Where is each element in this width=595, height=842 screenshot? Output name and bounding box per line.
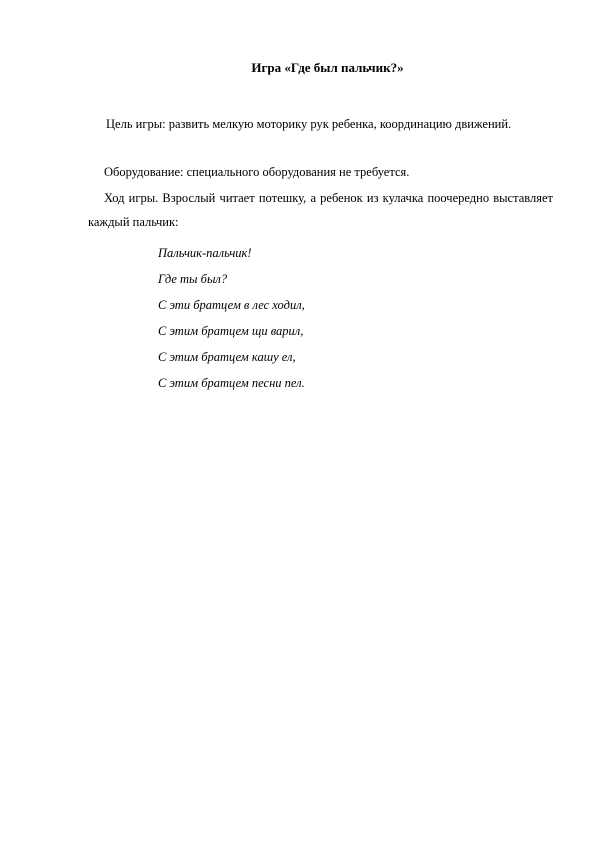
poem-line: С этим братцем щи варил, [158, 324, 304, 338]
page-title: Игра «Где был пальчик?» [251, 60, 404, 75]
equipment-paragraph: Оборудование: специального оборудования не требуется. [104, 165, 410, 179]
poem-line: Где ты был? [158, 272, 228, 286]
poem-line: С эти братцем в лес ходил, [158, 298, 305, 312]
poem [158, 240, 305, 396]
poem-line: Пальчик-пальчик! [158, 246, 252, 260]
poem-line: С этим братцем песни пел. [158, 376, 305, 390]
goal-paragraph: Цель игры: развить мелкую моторику рук ребенка, координацию движений. [106, 117, 512, 131]
poem-line: С этим братцем кашу ел, [158, 350, 296, 364]
procedure-paragraph: Ход игры. Взрослый читает потешку, а ребенок из кулачка поочередно выставляет каждый пальчик: [88, 191, 553, 229]
